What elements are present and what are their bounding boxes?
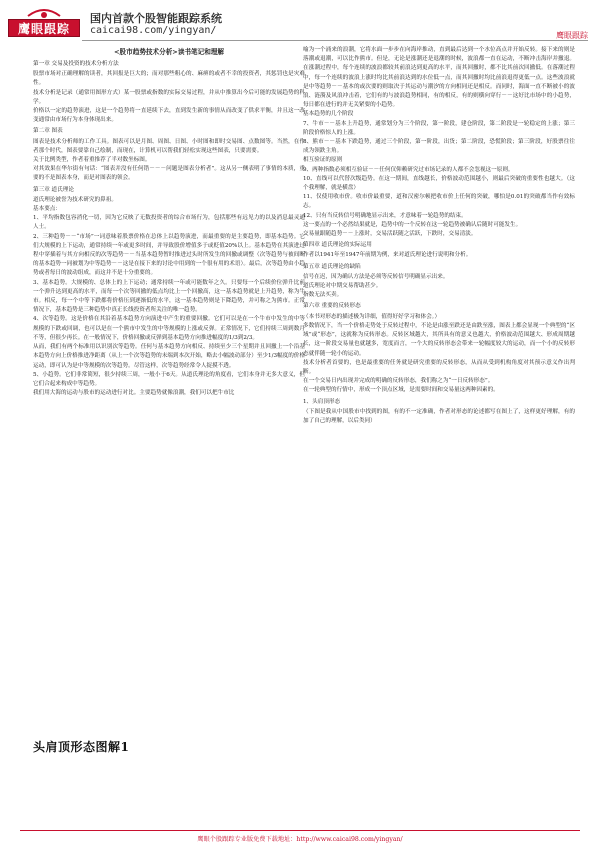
right-column [303,46,575,426]
paragraph: 基本趋势的几个阶段 [303,111,354,118]
paragraph: 作者以1941年至1947年前期为例，来对道氏理论进行说明和分析。 [303,252,472,259]
paragraph: 价格以一定的趋势演进，这是一个趋势将一直延续下去，直到发生新的事情从而改变了供求平衡，并且这一改变通常由市场行为本身体现出来。 [33,108,305,124]
paragraph: 8、熊市－－基本下跌趋势，通过三个阶段，第一阶段，出货；第二阶段，恐慌阶段；第三阶段，好股票往往成为领跌主角。 [303,139,575,155]
paragraph: 喻为一个涌来的浪潮，它将水面一步步在向海岸推动，直到最后达到一个水位高点并开始反转。接下来的则是落潮或退潮，可以比作熊市。但是，无论是涨潮还是退潮的时候，波浪都一直在运动，不断冲击海岸并撤退。在涨潮过程中，每个连续的波浪都较其前浪达到更高的水平，而其回撤时，都不比其前次回撤低。在落潮过程中，每一个连续的波浪上涨时均比其前浪达到的水位低一点，而其回撤时均比前浪退得更低一点。这些波浪就是中等趋势－－基本的或次要的则取决于其运动与潮汐的方向相同还是相反。而同时，海面一直不断被小的波浪、涟漪及风浪冲击着，它们有的与波浪趋势相同，有的相反，有的则横向穿行－－这好比市场中的小趋势，每日都在进行的并无关紧要的小趋势。 [303,47,575,109]
header-brand: 鹰眼跟踪 [556,31,588,40]
paragraph: 技术分析是记录（通常用图形方式）某一股票或指数的实际交易过程，并从中推算出今后可能的发展趋势的科学。 [33,89,305,105]
paragraph: 1、平均指数包容消化一切，因为它反映了无数投资者的综合市场行为，包括那些有远见力的以及消息最灵通人士。 [33,215,305,231]
paragraph: 10、直线可以代替次级趋势。在这一期间，直线越长，价格波动范围越小，则最后突破的重要性也越大。（这个我理解，就是横盘） [303,175,575,192]
logo-text: 鹰眼跟踪 [8,19,80,37]
paragraph: 指数无法买卖。 [303,292,343,299]
paragraph: 相互验证的原则 [303,157,343,164]
paragraph: 这一要点的一个必然结果就是，趋势中的一个反转在这一轮趋势被确认后随时可能发生。 [303,221,522,228]
left-column [33,46,305,398]
footer-download-link[interactable]: 鹰眼个股跟踪专业版免费下载地址：http://www.caicai98.com/yingyan/ [197,836,403,843]
section-heading: 第六章 重要的反转形态 [303,303,361,310]
paragraph: 在一轮典型的行情中，形成一个顶点区域，是需要时间和交易量这两种因素的。 [303,387,499,394]
page-header [0,0,600,46]
header-url[interactable]: caicai98.com/yingyan/ [90,25,217,36]
article-title: <股市趋势技术分析>读书笔记和理解 [114,48,224,56]
paragraph: 图表是技术分析师的工作工具。图表可以是月图、周图、日图、小时图和即时交易图、点数图等。当然，在作者那个时代，图表要靠自己绘制，而现在，计算机可以帮我们轻松实现这些图表，只要需要。 [33,138,305,154]
header-divider [82,40,588,41]
section-heading: 第一章 交易及投资的技术分析方法 [33,61,119,67]
paragraph: 9、两种指数必须相互验证－－任何仅仰赖研究过市场记录的人都不会忽视这一原则。 [303,166,514,173]
paragraph: 3、基本趋势。大规模的、总体上的上下运动；通常持续一年或可能数年之久。只要每一个后续价位弹升比前一个弹升达到更高的水平，而每一个次等回撤的低点均比上一个回撤高，这一基本趋势就是上升趋势，称为牛市。相反，每一个中等下跌都将价格压到逐渐低的水平，这一基本趋势则是下降趋势，并可称之为熊市。正常情况下，基本趋势是三种趋势中真正长线投资者所关注的唯一趋势。 [33,279,305,314]
section-heading: 第二章 图表 [33,128,63,135]
paragraph: 5、小趋势。它们非常简短，很少持续三周，一般小于6天。从道氏理论的角度看，它们本身并无多大意义，但它们合起来构成中等趋势。 [33,371,305,387]
paragraph: 12、只有当反转信号明确地显示出来，才意味着一轮趋势的结束。 [303,212,467,219]
paragraph: （下图是我从中国股市中找到的图，有的不一定准确，作者对形态的论述都写在图上了，这样更好理解，有的加了自己的理解，以后类同） [303,408,575,424]
paragraph: 道氏理论被誉为技术研究的鼻祖。 [33,196,117,203]
paragraph: 基本要点： [33,206,61,213]
paragraph: 道氏理论对中期交易帮助甚少。 [303,283,382,290]
paragraph: 从而，我们有两个标准用以识别次等趋势。任何与基本趋势方向相反、持续至少三个星期并且回撤上一个沿基本趋势方向上价格推进净距离（从上一个次等趋势的末端到本次开始，略去小幅波动部分）至少1/3幅度的价格运动，即可认为是中等规模的次等趋势。尽管这样，次等趋势经常令人捉摸不透。 [33,344,305,369]
logo[interactable] [8,8,80,38]
paragraph: 信号在迟，因为确认方法是必须等反转信号明确显示出来。 [303,273,449,280]
paragraph: （本书对形态的描述极为详细，值得好好学习和体会。） [303,313,441,320]
paragraph: 技术分析者首要的，也是最重要的任务就是研究重要的反转形态，从而从受到机构角度对其预示意义作出判断。 [303,359,575,375]
section-heading: 1、头肩顶形态 [303,398,341,405]
section-heading: 第四章 道氏理论的实际运用 [303,242,372,249]
footer-divider [20,830,580,831]
paragraph: 7、牛市－－基本上升趋势，通常划分为三个阶段，第一阶段，建仓阶段，第二阶段是一轮稳定的上涨；第三阶段价格惊人的上涨。 [303,120,575,136]
paragraph: 多数情况下，当一个价格走势处于反转过程中，不论是由涨至跌还是由跌至涨，图表上都会显现一个典型的“区域”或“形态”，这就称为反转形态。反转区域越大，其所具有的意义也越大，价格波动范围越大、形成周期越长，这一阶段交易量也就越多，宽度而言，一个大的反转形态会带来一轮幅度较大的运动，而一个小的反转形态就伴随一轮小的运动。 [303,322,575,357]
paragraph: 股票市场对正确理解的读者，其回报是巨大的；而对那些粗心的、麻痹的或者不幸的投资者，其惩罚也是灾难性。 [33,71,305,87]
paragraph: 11、仅使用收市价。收市价最重要，道和汉密尔顿把收市价上任何的突破，哪怕是0.01的突破都当作有效标志。 [303,194,575,210]
figure-heading: 头肩顶形态图解1 [33,740,130,754]
paragraph: 在一个交易日内出现并完成的明确的反转形态，我们称之为“一日反转形态”。 [303,378,494,385]
paragraph: 4、次等趋势。这是价格在其沿着基本趋势方向演进中产生的重要回撤。它们可以是在一个牛市中发生的中等规模的下跌或回调，也可以是在一个熊市中发生的中等规模的上涨或反弹。正常情况下，它们持续三周到数月不等，但很少再长。在一般情况下，价格回撤或反弹到基本趋势方向推进幅度的1/3到2/3。 [33,316,305,341]
paragraph: 关于比例类型，作者着重推荐了半对数坐标图。 [33,157,151,164]
header-title: 国内首款个股智能跟踪系统 [90,12,222,25]
section-heading: 第五章 道氏理论的缺陷 [303,263,361,270]
paragraph: 2、三种趋势－－“市场”一词意味着股票价格在总体上以趋势演进，而最重要的是主要趋势，即基本趋势。它们大规模的上下运动，通常持续一年或更多时间，并导致股价增值多于或贬值20%以上。基本趋势在其演进过程中穿插着与其方向相反的次等趋势－－当基本趋势暂时推进过头时所发生的回撤或调整（次等趋势与被间断的基本趋势一同被划为中等趋势－－这是在接下来的讨论中用到的一个很有用的术语）。最后，次等趋势由小趋势或者每日的波动组成，而这并不是十分重要的。 [33,233,305,277]
paragraph: 我们用大海的运动与股市的运动进行对比。主要趋势就像浪潮，我们可以把牛市比 [33,390,235,397]
section-heading: 第三章 道氏理论 [33,186,74,193]
paragraph: 交易量跟随趋势－－上涨时，交易活跃随之活跃，下跌时，交易清淡。 [303,231,477,238]
paragraph: 对其效果在华尔街有句话：“图表并没有任何错－－－问题是图表分析者”。这从另一侧表明了事情的本质，重要的不是图表本身，而是对图表的领会。 [33,166,305,182]
